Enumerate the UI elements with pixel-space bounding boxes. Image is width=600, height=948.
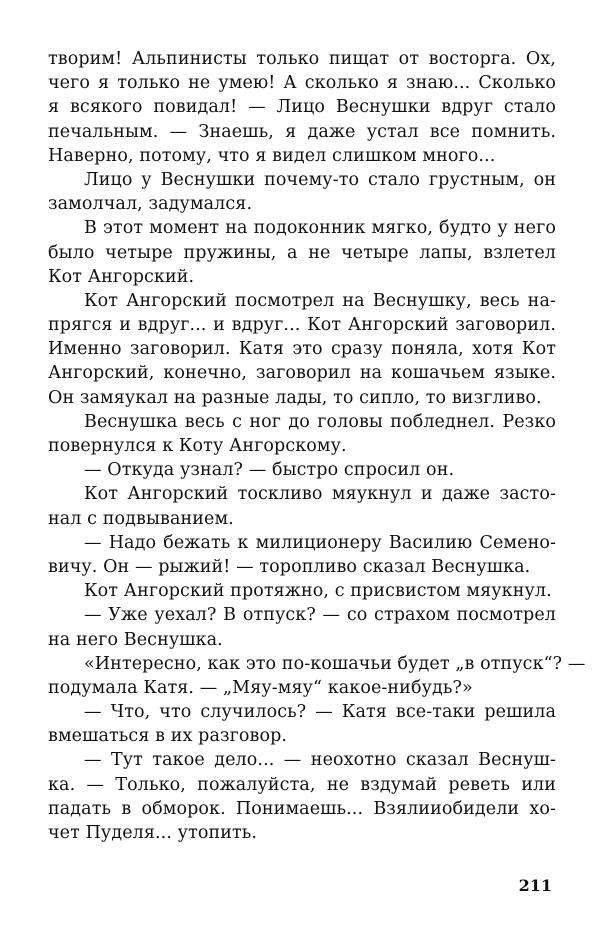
body-text xyxy=(48,47,586,845)
text-line: вичу. Он — рыжий! — торопливо сказал Веснушка. xyxy=(48,556,531,577)
text-line: Он замяукал на разные лады, то сипло, то визгливо. xyxy=(48,387,542,408)
text-line: Кот Ангорский протяжно, с присвистом мяукнул. xyxy=(84,581,552,602)
text-line: творим! Альпинисты только пищат от восторга. Ох, xyxy=(48,49,556,69)
text-line: «Интересно, как это по-кошачьи будет „в отпуск“? — xyxy=(84,653,586,674)
text-line: было четыре пружины, а не четыре лапы, взлетел xyxy=(48,242,556,263)
text-line: Веснушка весь с ног до головы побледнел. Резко xyxy=(84,411,556,432)
text-line: — Надо бежать к милиционеру Василию Семено- xyxy=(84,532,556,553)
text-line: я всякого повидал! — Лицо Веснушки вдруг стало xyxy=(48,97,556,118)
text-line: Кот Ангорский тоскливо мяукнул и даже засто- xyxy=(84,484,556,505)
text-line: — Уже уехал? В отпуск? — со страхом посмотрел xyxy=(84,605,556,626)
text-line: Лицо у Веснушки почему-то стало грустным, он xyxy=(84,169,556,190)
text-line: вмешаться в их разговор. xyxy=(48,726,288,747)
text-line: Наверно, потому, что я видел слишком много... xyxy=(48,145,496,166)
text-line: падать в обморок. Понимаешь... Взялииобидели хо- xyxy=(48,798,556,819)
text-line: нал с подвыванием. xyxy=(48,508,234,529)
text-line: Именно заговорил. Катя это сразу поняла, хотя Кот xyxy=(48,339,556,360)
text-line: Кот Ангорский. xyxy=(48,266,195,287)
text-line: — Что, что случилось? — Катя все-таки решила xyxy=(84,702,556,723)
text-line: печальным. — Знаешь, я даже устал все помнить. xyxy=(48,121,556,142)
text-line: В этот момент на подоконник мягко, будто у него xyxy=(84,218,556,239)
text-line: чего я только не умею! А сколько я знаю... Сколько xyxy=(48,73,556,94)
text-line: подумала Катя. — „Мяу-мяу“ какое-нибудь?» xyxy=(48,677,473,698)
text-line: повернулся к Коту Ангорскому. xyxy=(48,436,347,456)
text-line: прягся и вдруг... и вдруг... Кот Ангорский заговорил. xyxy=(48,315,556,336)
text-line: Кот Ангорский посмотрел на Веснушку, весь на- xyxy=(84,290,556,311)
text-line: на него Веснушка. xyxy=(48,629,223,650)
text-line: Ангорский, конечно, заговорил на кошачьем языке. xyxy=(48,363,556,384)
text-line: замолчал, задумался. xyxy=(48,194,253,215)
text-line: — Тут такое дело... — неохотно сказал Веснуш- xyxy=(84,750,556,771)
text-line: — Откуда узнал? — быстро спросил он. xyxy=(84,460,455,481)
text-line: чет Пуделя... утопить. xyxy=(48,823,258,843)
text-line: ка. — Только, пожалуйста, не вздумай реветь или xyxy=(48,774,556,795)
page-number: 211 xyxy=(518,876,552,895)
